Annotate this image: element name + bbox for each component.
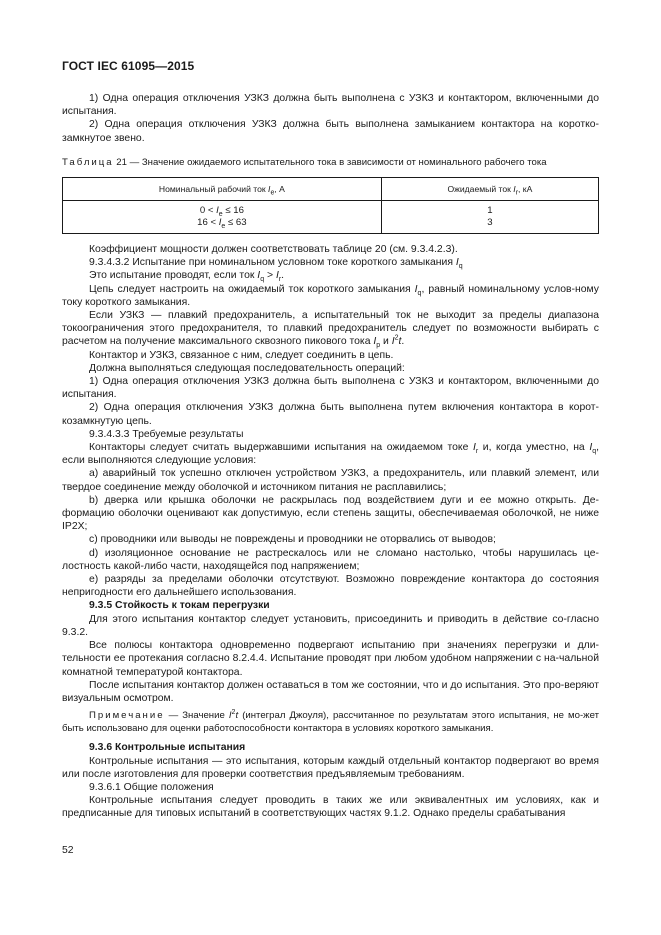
- list-item: e) разряды за пределами оболочки отсутствуют. Возможно повреждение контактора до состояния непригодности его дальнейшего использования.: [62, 574, 599, 599]
- section-heading-9361: 9.3.6.1 Общие положения: [89, 781, 214, 793]
- document-header: ГОСТ IEC 61095—2015: [62, 59, 195, 73]
- paragraph: Для этого испытания контактор следует установить, присоединить и приводить в действие со-гласно 9.3.2.: [62, 613, 599, 638]
- list-item: d) изоляционное основание не растрескалось или не сломано настолько, чтобы нарушилась це-лостность какой-либо части, находящейся под напряжением;: [62, 547, 599, 572]
- page-number: 52: [62, 845, 74, 856]
- table-row: [63, 201, 599, 234]
- main-text: [62, 243, 599, 821]
- list-item: a) аварийный ток успешно отключен устройством УЗКЗ, а предохранитель, или плавкий элемент, или твердое соединение между оболочкой и источником питания не расплавились;: [62, 468, 599, 493]
- section-heading-93433: 9.3.4.3.3 Требуемые результаты: [89, 428, 244, 440]
- paragraph: 1) Одна операция отключения УЗКЗ должна быть выполнена с УЗКЗ и контактором, включенными до испытания.: [62, 376, 599, 401]
- table-header-row: [63, 178, 599, 201]
- table-caption-text: 21 — Значение ожидаемого испытательного тока в зависимости от номинального рабочего тока: [116, 157, 547, 168]
- table-header-rated-current: Номинальный рабочий ток $I_e$, А: [63, 178, 382, 201]
- paragraph: 1) Одна операция отключения УЗКЗ должна быть выполнена с УЗКЗ и контактором, включенными до испытания.: [62, 93, 599, 118]
- paragraph: Коэффициент мощности должен соответствовать таблице 20 (см. 9.3.4.2.3).: [89, 244, 458, 255]
- table-cell-prospective-values: 1 3: [381, 201, 598, 234]
- paragraph: Это испытание проводят, если ток $I_q > I_r$.: [89, 270, 285, 284]
- list-item: b) дверка или крышка оболочки не раскрылась под воздействием дуги и ее можно открыть. Де-формацию оболочки оценивают как допустимую, если степень защиты, обеспечиваемая оболочкой, не ниже IP2X;: [62, 494, 599, 533]
- top-paragraphs: [62, 92, 599, 145]
- table-caption: [62, 157, 547, 168]
- table-21: [62, 177, 599, 234]
- paragraph: 2) Одна операция отключения УЗКЗ должна быть выполнена замыканием контактора на коротко-замкнутое звено.: [62, 119, 599, 144]
- paragraph: Контрольные испытания следует проводить в таких же или эквивалентных им условиях, как и предписанные для типовых испытаний в соответствующих частях 9.1.2. Однако пределы срабатывания: [62, 795, 599, 820]
- note: Примечание — Значение $I^2t$ (интеграл Джоуля), рассчитанное по результатам этого испытания, не мо-жет быть использовано для оценки работоспособности контактора в условиях короткого замыкания.: [62, 708, 599, 734]
- paragraph: Должна выполняться следующая последовательность операций:: [89, 362, 405, 374]
- section-heading-936: 9.3.6 Контрольные испытания: [89, 742, 246, 754]
- list-item: c) проводники или выводы не повреждены и проводники не оторвались от выводов;: [89, 534, 496, 546]
- table-caption-prefix: Таблица: [62, 157, 114, 168]
- paragraph: Контактор и УЗКЗ, связанное с ним, следует соединить в цепь.: [89, 349, 394, 361]
- section-heading-935: 9.3.5 Стойкость к токам перегрузки: [89, 600, 270, 612]
- paragraph: Цепь следует настроить на ожидаемый ток короткого замыкания $I_q$, равный номинальному услов-ному току короткого замыкания.: [62, 283, 599, 308]
- paragraph: Все полюсы контактора одновременно подвергают испытанию при значениях перегрузки и дли-тельности ее протекания согласно 8.2.4.4. Испытание проводят при любом удобном напряжении с на-чальной комнатной температурой контактора.: [62, 640, 599, 678]
- table-cell-rated-current-ranges: $0 < I_e \le 16$ $16 < I_e \le 63$: [63, 201, 382, 234]
- paragraph: Контрольные испытания — это испытания, которым каждый отдельный контактор подвергают во время или после изготовления для проверки соответствия предъявляемым требованиям.: [62, 755, 599, 780]
- table-header-prospective-current: Ожидаемый ток $I_r$, кА: [381, 178, 598, 201]
- paragraph: 2) Одна операция отключения УЗКЗ должна быть выполнена путем включения контактора в корот-козамкнутую цепь.: [62, 402, 599, 427]
- paragraph: После испытания контактор должен оставаться в том же состоянии, что и до испытания. Это про-веряют визуальным осмотром.: [62, 679, 599, 704]
- paragraph: Если УЗКЗ — плавкий предохранитель, а испытательный ток не выходит за пределы диапазона токоограничения этого предохранителя, то плавкий предохранитель следует по возможности выбирать с расчетом на получение максимального сквозного пикового тока $I_p$ и $I^2t$.: [62, 310, 599, 350]
- section-heading-93432: 9.3.4.3.2 Испытание при номинальном условном токе короткого замыкания $I_q$: [89, 257, 463, 271]
- paragraph: Контакторы следует считать выдержавшими испытания на ожидаемом токе $I_r$ и, когда уместно, на $I_q$, если выполняются следующие условия:: [62, 442, 599, 467]
